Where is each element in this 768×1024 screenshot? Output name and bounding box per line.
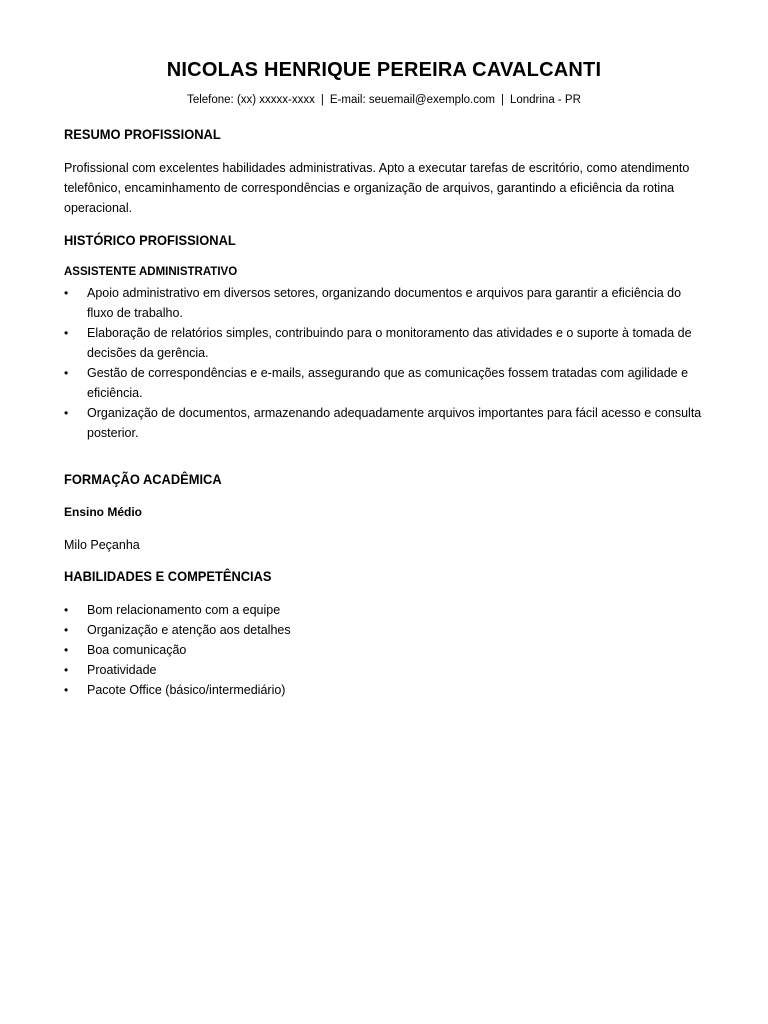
list-item bbox=[64, 403, 704, 443]
list-item bbox=[64, 660, 704, 680]
list-item-text: Boa comunicação bbox=[87, 643, 187, 657]
list-item bbox=[64, 600, 704, 620]
contact-separator: | bbox=[500, 94, 504, 106]
resume-page bbox=[64, 56, 704, 700]
list-item-text: Organização de documentos, armazenando adequadamente arquivos importantes para fácil acesso e consulta posterior. bbox=[87, 406, 702, 440]
phone-text: Telefone: (xx) xxxxx-xxxx bbox=[187, 94, 315, 106]
list-item bbox=[64, 680, 704, 700]
list-item-text: Proatividade bbox=[87, 663, 157, 677]
location-text: Londrina - PR bbox=[509, 94, 581, 106]
email-text: E-mail: seuemail@exemplo.com bbox=[329, 94, 495, 106]
summary-heading: RESUMO PROFISSIONAL bbox=[64, 126, 221, 142]
job-bullet-list bbox=[64, 283, 704, 443]
bullet-icon: • bbox=[64, 406, 69, 420]
list-item bbox=[64, 620, 704, 640]
list-item bbox=[64, 283, 704, 323]
contact-separator: | bbox=[320, 94, 324, 106]
summary-text: Profissional com excelentes habilidades administrativas. Apto a executar tarefas de escritório, como atendimento telefônico, encaminhamento de correspondências e organização de arquivos, garantindo a eficiência da rotina operacional. bbox=[64, 161, 690, 215]
bullet-icon: • bbox=[64, 603, 69, 617]
education-level: Ensino Médio bbox=[64, 505, 142, 519]
education-school: Milo Peçanha bbox=[64, 538, 140, 552]
list-item bbox=[64, 363, 704, 403]
bullet-icon: • bbox=[64, 326, 69, 340]
bullet-icon: • bbox=[64, 643, 69, 657]
skills-list bbox=[64, 600, 704, 700]
education-heading: FORMAÇÃO ACADÊMICA bbox=[64, 471, 222, 487]
history-heading: HISTÓRICO PROFISSIONAL bbox=[64, 232, 236, 248]
list-item-text: Bom relacionamento com a equipe bbox=[87, 603, 281, 617]
bullet-icon: • bbox=[64, 663, 69, 677]
contact-line bbox=[64, 92, 704, 108]
list-item bbox=[64, 640, 704, 660]
list-item-text: Gestão de correspondências e e-mails, assegurando que as comunicações fossem tratadas com agilidade e eficiência. bbox=[87, 366, 689, 400]
skills-heading: HABILIDADES E COMPETÊNCIAS bbox=[64, 568, 272, 584]
bullet-icon: • bbox=[64, 286, 69, 300]
candidate-name: NICOLAS HENRIQUE PEREIRA CAVALCANTI bbox=[166, 59, 602, 81]
list-item-text: Apoio administrativo em diversos setores, organizando documentos e arquivos para garantir a eficiência do fluxo de trabalho. bbox=[87, 286, 682, 320]
list-item-text: Elaboração de relatórios simples, contribuindo para o monitoramento das atividades e o suporte à tomada de decisões da gerência. bbox=[87, 326, 692, 360]
list-item bbox=[64, 323, 704, 363]
list-item-text: Pacote Office (básico/intermediário) bbox=[87, 683, 286, 697]
bullet-icon: • bbox=[64, 366, 69, 380]
job-title: ASSISTENTE ADMINISTRATIVO bbox=[64, 266, 238, 278]
list-item-text: Organização e atenção aos detalhes bbox=[87, 623, 291, 637]
bullet-icon: • bbox=[64, 683, 69, 697]
bullet-icon: • bbox=[64, 623, 69, 637]
